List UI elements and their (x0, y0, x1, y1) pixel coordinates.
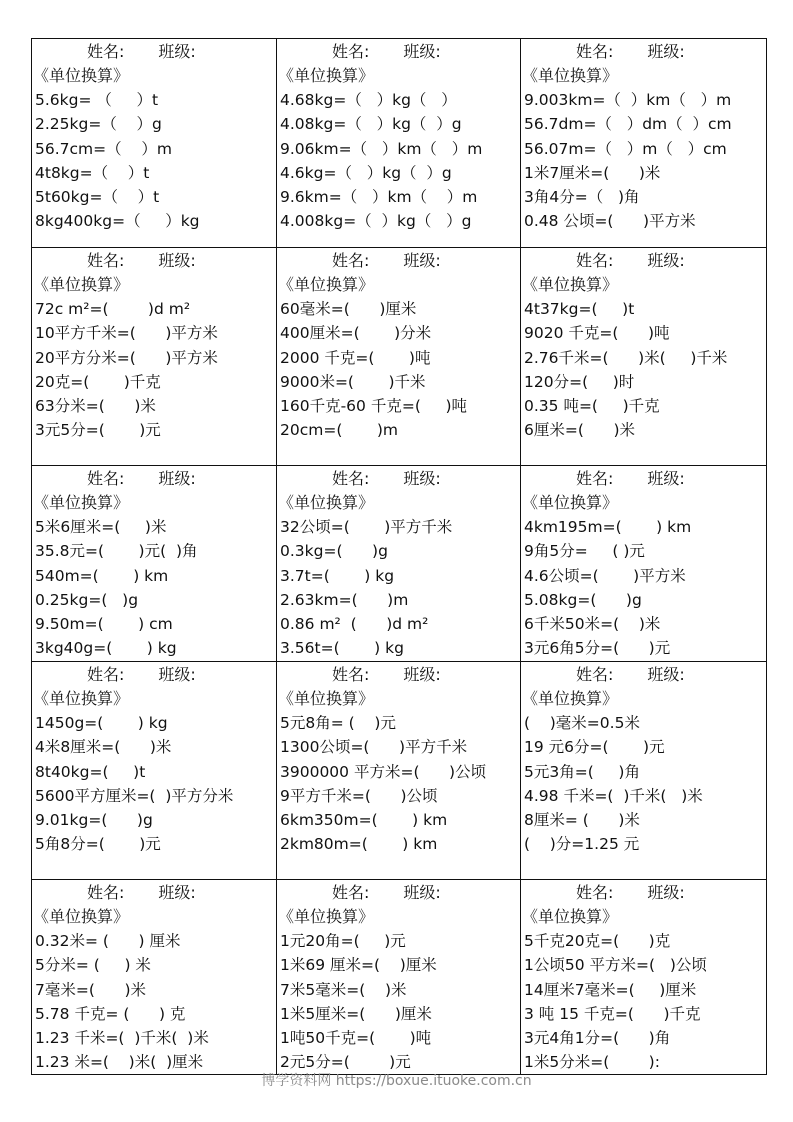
problem-item: 6厘米=( )米 (524, 421, 636, 440)
problem-item: 20克=( )千克 (35, 372, 161, 391)
problem-list (524, 711, 766, 857)
problem-list (35, 88, 276, 234)
problem-list (280, 297, 520, 443)
cell-title: 《单位换算》 (522, 493, 619, 512)
watermark-footer: 博学资料网 https://boxue.ituoke.com.cn (261, 1073, 532, 1089)
problem-item: 3元5分=( )元 (35, 421, 161, 440)
problem-item: 4.08kg=（ ）kg（ ）g (280, 115, 462, 134)
problem-item: 120分=( )时 (524, 372, 635, 391)
problem-item: 72c m²=( )d m² (35, 300, 191, 318)
problem-item: 10平方千米=( )平方米 (35, 324, 218, 343)
worksheet-cell (277, 880, 521, 1074)
worksheet-cell (277, 662, 521, 880)
worksheet-cell (521, 662, 766, 880)
name-label: 姓名: (87, 665, 125, 684)
problem-item: 4.98 千米=( )千米( )米 (524, 786, 703, 805)
cell-header (35, 467, 276, 491)
cell-header (280, 40, 520, 64)
problem-item: 2.63km=( )m (280, 590, 409, 609)
cell-title: 《单位换算》 (278, 66, 375, 85)
problem-item: 1米5分米=( ): (524, 1053, 660, 1072)
problem-item: 1公顷50 平方米=( )公顷 (524, 956, 707, 975)
problem-item: 20cm=( )m (280, 421, 399, 440)
problem-item: 9000米=( )千米 (280, 372, 426, 391)
problem-item: 5600平方厘米=( )平方分米 (35, 786, 234, 805)
problem-item: 5角8分=( )元 (35, 835, 161, 854)
problem-item: ( )毫米=0.5米 (524, 714, 640, 732)
problem-item: 14厘米7毫米=( )厘米 (524, 980, 697, 999)
problem-list (280, 711, 520, 857)
problem-item: 400厘米=( )分米 (280, 324, 432, 343)
cell-title: 《单位换算》 (33, 907, 130, 926)
problem-item: 3元4角1分=( )角 (524, 1029, 671, 1048)
cell-header (280, 663, 520, 687)
cell-title: 《单位换算》 (278, 689, 375, 708)
class-label: 班级: (158, 665, 196, 684)
problem-item: 6千米50米=( )米 (524, 615, 661, 634)
class-label: 班级: (158, 251, 196, 270)
problem-item: 1米69 厘米=( )厘米 (280, 956, 437, 975)
problem-item: 32公顷=( )平方千米 (280, 518, 453, 536)
problem-item: 2.25kg=（ ）g (35, 115, 162, 134)
worksheet-cell (521, 466, 766, 662)
problem-item: 540m=( ) km (35, 566, 169, 585)
class-label: 班级: (403, 42, 441, 61)
problem-item: 56.7cm=（ ）m (35, 139, 172, 158)
problem-item: 0.3kg=( )g (280, 542, 388, 561)
worksheet-cell (32, 662, 277, 880)
problem-item: 5千克20克=( )克 (524, 932, 671, 950)
name-label: 姓名: (332, 251, 370, 270)
problem-item: 160千克-60 千克=( )吨 (280, 397, 468, 416)
class-label: 班级: (158, 42, 196, 61)
class-label: 班级: (403, 469, 441, 488)
worksheet-cell (32, 39, 277, 248)
class-label: 班级: (647, 42, 685, 61)
problem-item: 35.8元=( )元( )角 (35, 542, 198, 561)
problem-list (35, 929, 276, 1074)
problem-item: 3900000 平方米=( )公顷 (280, 762, 487, 781)
class-label: 班级: (403, 883, 441, 902)
problem-item: 2km80m=( ) km (280, 835, 438, 854)
cell-title: 《单位换算》 (33, 493, 130, 512)
problem-item: 6km350m=( ) km (280, 811, 448, 830)
problem-item: 0.86 m² ( )d m² (280, 615, 429, 634)
worksheet-grid (31, 38, 767, 1075)
worksheet-cell (277, 248, 521, 466)
problem-item: 56.7dm=（ ）dm（ ）cm (524, 115, 732, 134)
problem-item: 9.06km=（ ）km（ ）m (280, 139, 483, 158)
problem-item: 3.7t=( ) kg (280, 566, 395, 585)
name-label: 姓名: (332, 883, 370, 902)
problem-item: 0.35 吨=( )千克 (524, 397, 660, 416)
problem-item: 19 元6分=( )元 (524, 738, 665, 757)
cell-title: 《单位换算》 (278, 275, 375, 294)
problem-list (35, 515, 276, 661)
problem-item: 20平方分米=( )平方米 (35, 348, 218, 367)
cell-header (280, 467, 520, 491)
problem-item: 9020 千克=( )吨 (524, 324, 670, 343)
problem-item: 9.6km=（ ）km（ ）m (280, 188, 478, 207)
class-label: 班级: (158, 883, 196, 902)
problem-item: 1.23 米=( )米( )厘米 (35, 1053, 204, 1072)
cell-title: 《单位换算》 (33, 66, 130, 85)
problem-item: 4.6kg=（ ）kg（ ）g (280, 163, 452, 182)
class-label: 班级: (647, 469, 685, 488)
problem-item: 1米7厘米=( )米 (524, 163, 661, 182)
problem-list (524, 297, 766, 443)
cell-title: 《单位换算》 (522, 66, 619, 85)
problem-item: 4.6公顷=( )平方米 (524, 566, 686, 585)
class-label: 班级: (403, 665, 441, 684)
name-label: 姓名: (576, 42, 614, 61)
problem-list (524, 88, 766, 234)
class-label: 班级: (647, 251, 685, 270)
name-label: 姓名: (576, 251, 614, 270)
problem-item: 8厘米= ( )米 (524, 811, 640, 830)
problem-item: 60毫米=( )厘米 (280, 300, 417, 318)
cell-title: 《单位换算》 (33, 689, 130, 708)
cell-header (524, 881, 766, 905)
class-label: 班级: (647, 665, 685, 684)
problem-item: 1.23 千米=( )千米( )米 (35, 1029, 209, 1048)
problem-item: 1吨50千克=( )吨 (280, 1029, 432, 1048)
cell-header (280, 881, 520, 905)
problem-item: 0.25kg=( )g (35, 590, 139, 609)
cell-header (280, 249, 520, 273)
cell-title: 《单位换算》 (278, 493, 375, 512)
problem-item: 2000 千克=( )吨 (280, 348, 431, 367)
cell-header (35, 881, 276, 905)
problem-item: 5元8角= ( )元 (280, 714, 396, 732)
worksheet-cell (521, 248, 766, 466)
name-label: 姓名: (332, 665, 370, 684)
worksheet-cell (277, 39, 521, 248)
problem-item: 9.01kg=( )g (35, 811, 153, 830)
problem-item: 9.50m=( ) cm (35, 615, 173, 634)
worksheet-cell (277, 466, 521, 662)
problem-list (280, 88, 520, 234)
problem-item: 5元3角=( )角 (524, 762, 640, 781)
cell-header (524, 40, 766, 64)
problem-item: 3kg40g=( ) kg (35, 639, 177, 658)
class-label: 班级: (403, 251, 441, 270)
cell-header (35, 40, 276, 64)
name-label: 姓名: (87, 42, 125, 61)
name-label: 姓名: (576, 883, 614, 902)
problem-item: 8kg400kg=（ ）kg (35, 212, 200, 231)
problem-item: 56.07m=（ ）m（ ）cm (524, 139, 727, 158)
cell-title: 《单位换算》 (522, 689, 619, 708)
problem-item: 7毫米=( )米 (35, 980, 147, 999)
problem-item: 3元6角5分=( )元 (524, 639, 671, 658)
problem-item: 9角5分= ( )元 (524, 542, 645, 561)
problem-item: ( )分=1.25 元 (524, 835, 640, 854)
cell-title: 《单位换算》 (522, 907, 619, 926)
problem-item: 5.6kg= （ ）t (35, 91, 159, 109)
problem-item: 2.76千米=( )米( )千米 (524, 348, 728, 367)
problem-list (280, 515, 520, 661)
problem-item: 2元5分=( )元 (280, 1053, 411, 1072)
cell-header (524, 663, 766, 687)
worksheet-cell (32, 248, 277, 466)
problem-item: 4米8厘米=( )米 (35, 738, 172, 757)
problem-item: 9平方千米=( )公顷 (280, 786, 438, 805)
cell-header (524, 249, 766, 273)
problem-item: 3角4分=（ )角 (524, 188, 640, 207)
class-label: 班级: (158, 469, 196, 488)
problem-item: 5.78 千克= ( ) 克 (35, 1004, 186, 1023)
cell-title: 《单位换算》 (278, 907, 375, 926)
problem-item: 63分米=( )米 (35, 397, 156, 416)
worksheet-cell (32, 880, 277, 1074)
problem-item: 4t37kg=( )t (524, 300, 635, 318)
problem-item: 5.08kg=( )g (524, 590, 642, 609)
problem-item: 8t40kg=( )t (35, 762, 146, 781)
worksheet-cell (521, 39, 766, 248)
worksheet-cell (521, 880, 766, 1074)
cell-header (524, 467, 766, 491)
name-label: 姓名: (576, 665, 614, 684)
problem-item: 3 吨 15 千克=( )千克 (524, 1004, 701, 1023)
problem-item: 4.008kg=（ ）kg（ ）g (280, 212, 472, 231)
problem-item: 1300公顷=( )平方千米 (280, 738, 468, 757)
name-label: 姓名: (576, 469, 614, 488)
problem-item: 1元20角=( )元 (280, 932, 406, 950)
name-label: 姓名: (87, 469, 125, 488)
problem-item: 0.48 公顷=( )平方米 (524, 212, 696, 231)
problem-item: 9.003km=（ ）km（ ）m (524, 91, 732, 109)
name-label: 姓名: (332, 469, 370, 488)
problem-item: 0.32米= ( ) 厘米 (35, 932, 181, 950)
problem-item: 4km195m=( ) km (524, 518, 692, 536)
cell-header (35, 249, 276, 273)
problem-item: 3.56t=( ) kg (280, 639, 404, 658)
name-label: 姓名: (87, 883, 125, 902)
problem-list (524, 515, 766, 661)
worksheet-cell (32, 466, 277, 662)
class-label: 班级: (647, 883, 685, 902)
problem-list (35, 711, 276, 857)
problem-list (35, 297, 276, 443)
cell-header (35, 663, 276, 687)
problem-item: 5米6厘米=( )米 (35, 518, 167, 536)
problem-item: 5分米= ( ) 米 (35, 956, 151, 975)
problem-item: 1米5厘米=( )厘米 (280, 1004, 432, 1023)
problem-list (280, 929, 520, 1074)
name-label: 姓名: (332, 42, 370, 61)
problem-item: 4t8kg=（ ）t (35, 163, 150, 182)
problem-item: 1450g=( ) kg (35, 714, 168, 732)
problem-item: 5t60kg=（ ）t (35, 188, 160, 207)
problem-list (524, 929, 766, 1074)
problem-item: 4.68kg=（ ）kg（ ） (280, 91, 457, 109)
cell-title: 《单位换算》 (33, 275, 130, 294)
problem-item: 7米5毫米=( )米 (280, 980, 407, 999)
cell-title: 《单位换算》 (522, 275, 619, 294)
name-label: 姓名: (87, 251, 125, 270)
